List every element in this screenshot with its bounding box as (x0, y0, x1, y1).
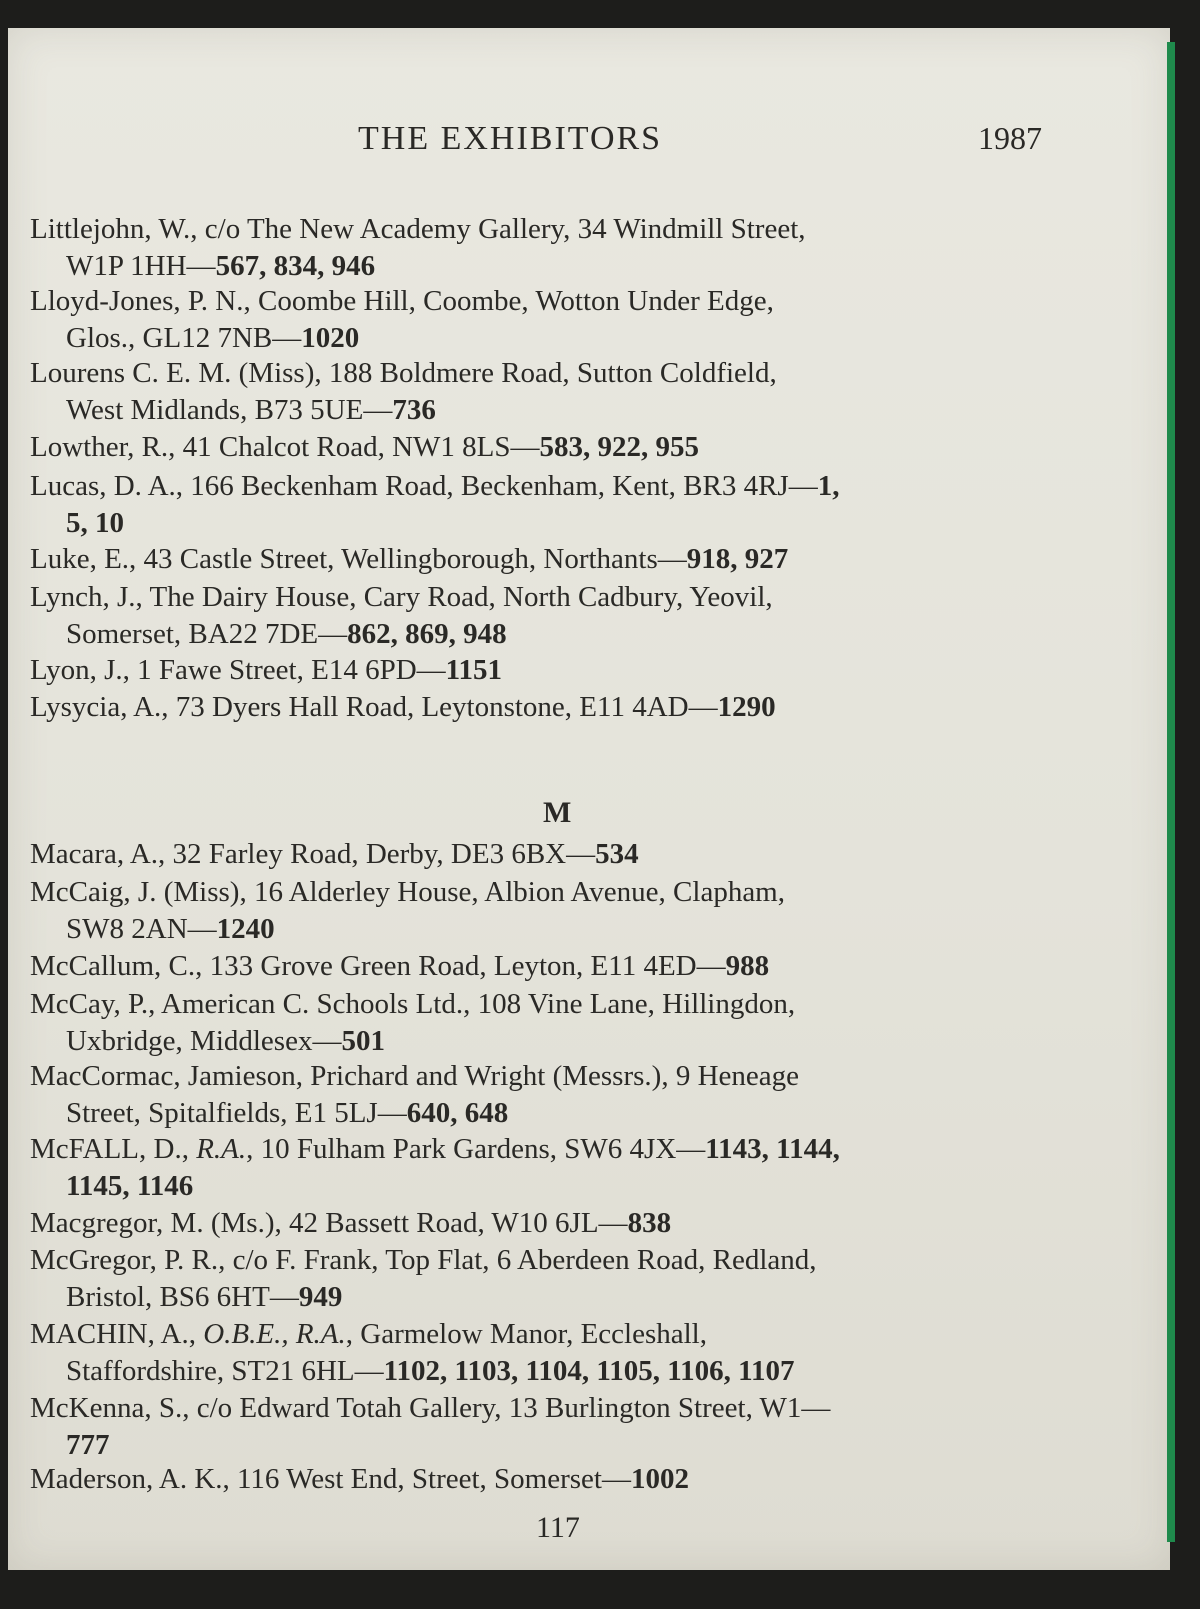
entry-text: Uxbridge, Middlesex— (66, 1025, 342, 1057)
book-edge (1167, 42, 1175, 1542)
entry-littlejohn (30, 211, 1086, 285)
entry-text: Lynch, J., The Dairy House, Cary Road, North Cadbury, Yeovil, (30, 581, 773, 613)
entry-text: MACHIN, A., (30, 1318, 204, 1350)
header-year: 1987 (978, 120, 1042, 156)
entry-text: Lysycia, A., 73 Dyers Hall Road, Leytonstone, E11 4AD— (30, 691, 718, 723)
entry-text: Littlejohn, W., c/o The New Academy Gallery, 34 Windmill Street, (30, 213, 806, 245)
entry-text: Macgregor, M. (Ms.), 42 Bassett Road, W10 6JL— (30, 1207, 628, 1239)
entry-mckenna (30, 1390, 1086, 1464)
entry-text: Somerset, BA22 7DE— (66, 618, 348, 650)
entry-text: Maderson, A. K., 116 West End, Street, Somerset— (30, 1463, 631, 1495)
entry-text: McGregor, P. R., c/o F. Frank, Top Flat, 6 Aberdeen Road, Redland, (30, 1244, 817, 1276)
entry-mccaig (30, 874, 1086, 948)
entry-lourens (30, 355, 1086, 429)
section-letter-m: M (543, 796, 572, 829)
entry-text: West Midlands, B73 5UE— (66, 394, 393, 426)
entry-text: McCay, P., American C. Schools Ltd., 108 Vine Lane, Hillingdon, (30, 988, 796, 1020)
entry-mcfall (30, 1131, 1086, 1205)
honour-title: R.A. (196, 1133, 247, 1165)
entry-lynch (30, 579, 1086, 653)
exhibit-numbers: 5, 10 (66, 507, 124, 539)
entry-text: SW8 2AN— (66, 913, 217, 945)
exhibit-numbers: 736 (392, 394, 436, 426)
book-page (8, 28, 1170, 1570)
entry-text: W1P 1HH— (66, 250, 216, 282)
entry-text: Street, Spitalfields, E1 5LJ— (66, 1097, 407, 1129)
exhibit-numbers: 862, 869, 948 (347, 618, 507, 650)
entry-text: Lucas, D. A., 166 Beckenham Road, Beckenham, Kent, BR3 4RJ— (30, 470, 818, 502)
entry-text: McCallum, C., 133 Grove Green Road, Leyton, E11 4ED— (30, 950, 726, 982)
entry-maccormac (30, 1058, 1086, 1132)
exhibit-numbers: 838 (627, 1207, 672, 1239)
entry-text: , 10 Fulham Park Gardens, SW6 4JX— (246, 1133, 706, 1165)
exhibit-numbers: 1020 (301, 322, 360, 354)
exhibit-numbers: 640, 648 (406, 1097, 509, 1129)
exhibit-numbers: 1151 (445, 654, 503, 686)
exhibit-numbers: 534 (595, 838, 639, 870)
honour-title: O.B.E., R.A. (203, 1318, 346, 1350)
running-header (8, 120, 1170, 170)
page-number: 117 (536, 1511, 580, 1544)
entry-text: , Garmelow Manor, Eccleshall, (345, 1318, 707, 1350)
entry-macgregor (30, 1205, 1086, 1242)
exhibit-numbers: 1143, 1144, (705, 1133, 840, 1165)
exhibit-numbers: 501 (341, 1025, 385, 1057)
entry-text: Luke, E., 43 Castle Street, Wellingborough, Northants— (30, 543, 687, 575)
exhibit-numbers: 777 (66, 1429, 110, 1461)
entry-lyon (30, 652, 1086, 689)
header-title: THE EXHIBITORS (358, 120, 663, 157)
entry-text: Bristol, BS6 6HT— (66, 1281, 299, 1313)
entry-lowther (30, 429, 1086, 466)
entry-mccay (30, 986, 1086, 1060)
entry-text: Lowther, R., 41 Chalcot Road, NW1 8LS— (30, 431, 540, 463)
entry-text: Macara, A., 32 Farley Road, Derby, DE3 6BX— (30, 838, 596, 870)
exhibit-numbers: 949 (298, 1281, 343, 1313)
entry-lloyd-jones (30, 283, 1086, 357)
entry-mccallum (30, 948, 1086, 985)
exhibit-numbers: 988 (725, 950, 770, 982)
entry-mcgregor (30, 1242, 1086, 1316)
entry-text: McKenna, S., c/o Edward Totah Gallery, 13 Burlington Street, W1— (30, 1392, 831, 1424)
entry-luke (30, 541, 1086, 578)
entry-lucas (30, 468, 1086, 542)
exhibit-numbers: 918, 927 (686, 543, 789, 575)
exhibit-numbers: 583, 922, 955 (539, 431, 699, 463)
entry-text: Lloyd-Jones, P. N., Coombe Hill, Coombe, Wotton Under Edge, (30, 285, 774, 317)
exhibit-numbers: 1, (817, 470, 840, 502)
exhibit-numbers: 1002 (630, 1463, 689, 1495)
entry-text: McCaig, J. (Miss), 16 Alderley House, Albion Avenue, Clapham, (30, 876, 785, 908)
entry-text: McFALL, D., (30, 1133, 197, 1165)
entry-lysycia (30, 689, 1086, 726)
entry-machin (30, 1316, 1086, 1390)
exhibit-numbers: 1240 (216, 913, 275, 945)
entry-text: Lyon, J., 1 Fawe Street, E14 6PD— (30, 654, 446, 686)
entry-text: Glos., GL12 7NB— (66, 322, 302, 354)
exhibit-numbers: 1102, 1103, 1104, 1105, 1106, 1107 (383, 1355, 795, 1387)
entry-text: MacCormac, Jamieson, Prichard and Wright (Messrs.), 9 Heneage (30, 1060, 799, 1092)
exhibit-numbers: 567, 834, 946 (215, 250, 376, 282)
entry-maderson (30, 1461, 1086, 1498)
exhibit-numbers: 1290 (717, 691, 776, 723)
exhibit-numbers: 1145, 1146 (66, 1170, 194, 1202)
entry-text: Staffordshire, ST21 6HL— (66, 1355, 384, 1387)
entry-macara (30, 836, 1086, 873)
entry-text: Lourens C. E. M. (Miss), 188 Boldmere Road, Sutton Coldfield, (30, 357, 777, 389)
